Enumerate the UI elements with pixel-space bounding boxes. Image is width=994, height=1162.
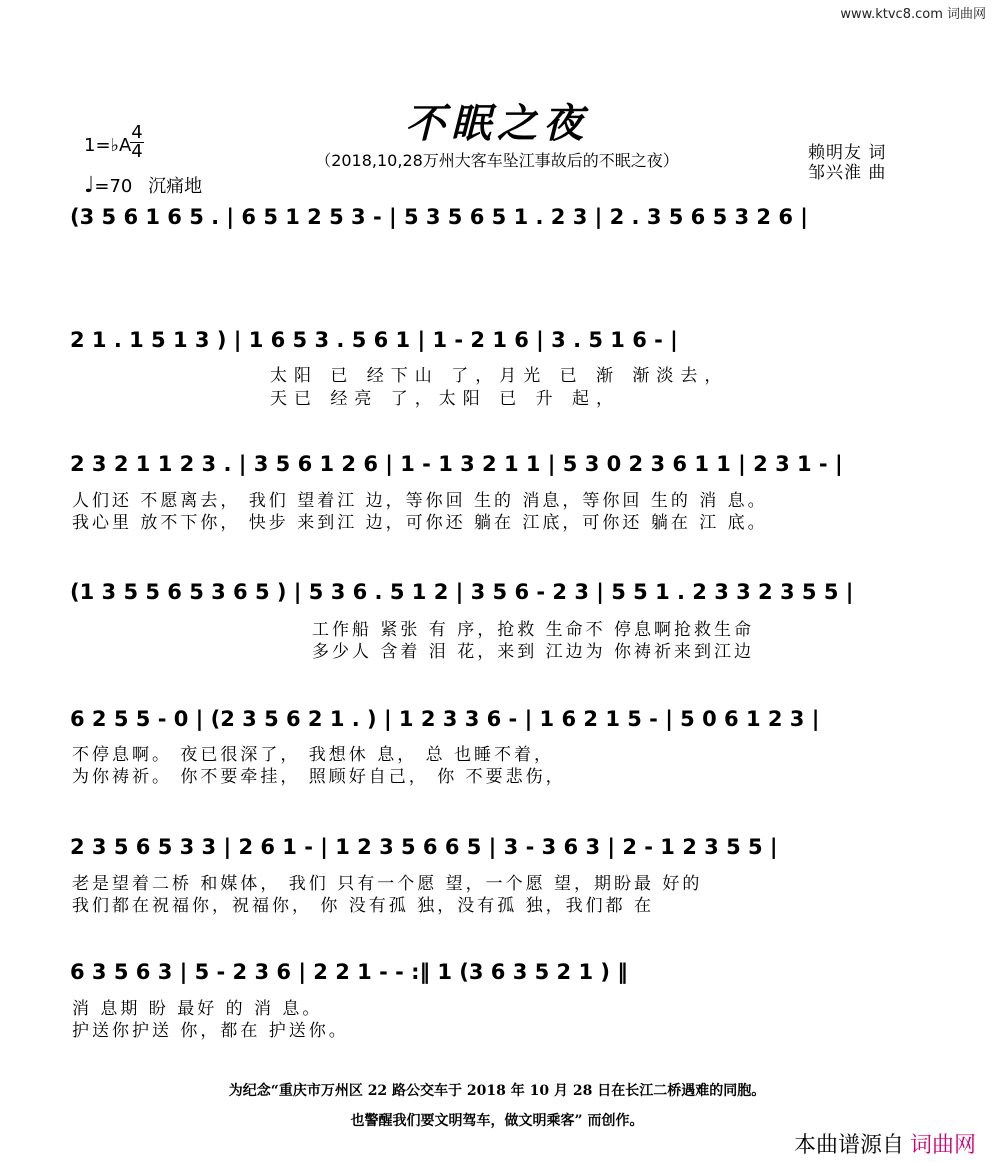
- dedication-line-2: 也警醒我们要文明驾车，做文明乘客” 而创作。: [350, 1113, 644, 1129]
- score-line-1: (3 5 6 1 6 5 . | 6 5 1 2 5 3 - | 5 3 5 6 5 1 . 2 3 | 2 . 3 5 6 5 3 2 6 |: [70, 205, 808, 229]
- subtitle: （2018,10,28万州大客车坠江事故后的不眠之夜）: [315, 151, 679, 170]
- key-signature: 1=♭A: [84, 135, 132, 156]
- source-label: 本曲谱源自: [793, 1133, 904, 1158]
- lyric-line-3a: 人们还 不愿离去， 我们 望着江 边，等你回 生的 消息，等你回 生的 消 息。: [72, 491, 768, 511]
- expression-marking: 沉痛地: [148, 176, 203, 197]
- tempo-marking: [84, 172, 202, 198]
- score-line-2: 2 1 . 1 5 1 3 ) | 1 6 5 3 . 5 6 1 | 1 - 2 1 6 | 3 . 5 1 6 - |: [70, 328, 678, 352]
- lyric-line-5b: 为你祷祈。 你不要牵挂， 照顾好自己， 你 不要悲伤，: [72, 767, 566, 787]
- lyricist-credit: 赖明友 词: [808, 143, 887, 163]
- source-credit: [794, 1128, 976, 1159]
- score-line-6: 2 3 5 6 5 3 3 | 2 6 1 - | 1 2 3 5 6 6 5 | 3 - 3 6 3 | 2 - 1 2 3 5 5 |: [70, 835, 778, 859]
- page-title: 不眠之夜: [405, 100, 589, 147]
- time-signature-top: 4: [131, 122, 143, 143]
- lyric-line-4a: 工作船 紧张 有 序，抢救 生命不 停息啊抢救生命: [312, 620, 755, 640]
- lyric-line-6a: 老是望着二桥 和媒体， 我们 只有一个愿 望，一个愿 望，期盼最 好的: [72, 874, 703, 894]
- source-brand-logo: 词曲网: [909, 1133, 976, 1158]
- score-line-5: 6 2 5 5 - 0 | (2 3 5 6 2 1 . ) | 1 2 3 3 6 - | 1 6 2 1 5 - | 5 0 6 1 2 3 |: [70, 707, 820, 731]
- site-watermark: www.ktvc8.com 词曲网: [840, 7, 986, 22]
- lyric-line-6b: 我们都在祝福你，祝福你， 你 没有孤 独，没有孤 独，我们都 在: [72, 896, 655, 916]
- lyric-line-4b: 多少人 含着 泪 花，来到 江边为 你祷祈来到江边: [312, 642, 755, 662]
- lyric-line-2a: 太阳 已 经下山 了，月光 已 渐 渐淡去，: [270, 366, 729, 386]
- lyric-line-7a: 消 息期 盼 最好 的 消 息。: [72, 999, 323, 1019]
- dedication-line-1: 为纪念“重庆市万州区 22 路公交车于 2018 年 10 月 28 日在长江二桥遇难的同胞。: [228, 1083, 766, 1099]
- lyric-line-5a: 不停息啊。 夜已很深了， 我想休 息， 总 也睡不着，: [72, 745, 555, 765]
- score-line-3: 2 3 2 1 1 2 3 . | 3 5 6 1 2 6 | 1 - 1 3 2 1 1 | 5 3 0 2 3 6 1 1 | 2 3 1 - |: [70, 452, 843, 476]
- score-line-7: 6 3 5 6 3 | 5 - 2 3 6 | 2 2 1 - - :‖ 1 (3 6 3 5 2 1 ) ‖: [70, 960, 628, 984]
- lyric-line-2b: 天已 经亮 了，太阳 已 升 起，: [270, 389, 621, 409]
- score-line-4: (1 3 5 5 6 5 3 6 5 ) | 5 3 6 . 5 1 2 | 3 5 6 - 2 3 | 5 5 1 . 2 3 3 2 3 5 5 |: [70, 580, 854, 604]
- lyric-line-3b: 我心里 放不下你， 快步 来到江 边，可你还 躺在 江底，可你还 躺在 江 底。: [72, 513, 768, 533]
- tempo-value: =70: [94, 176, 133, 197]
- quarter-note-icon: ♩: [84, 173, 95, 198]
- time-signature-bottom: 4: [131, 141, 143, 162]
- lyric-line-7b: 护送你护送 你，都在 护送你。: [72, 1021, 349, 1041]
- composer-credit: 邹兴淮 曲: [808, 163, 887, 183]
- time-signature: [130, 124, 144, 161]
